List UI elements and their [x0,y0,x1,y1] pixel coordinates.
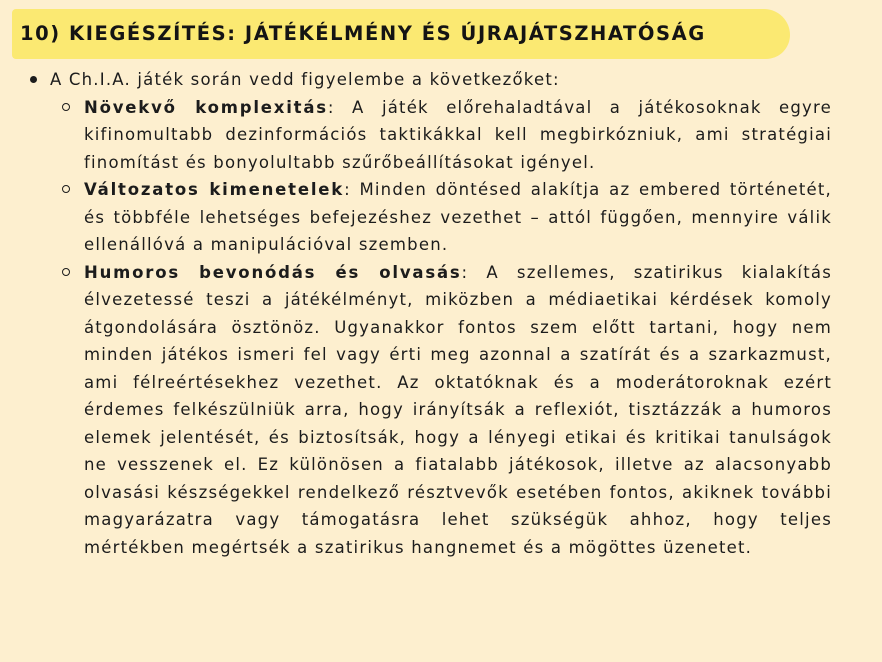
bullet-circle-icon [62,185,70,193]
list-item-humor [50,259,832,562]
item-term: Növekvő komplexitás [84,97,328,117]
section-heading [12,9,790,59]
item-text: : A szellemes, szatirikus kialakítás élvezetessé teszi a játékélményt, miközben a médiaetikai kérdések komoly átgondolására ösztönöz. Ugyanakkor fontos szem előtt tartani, hogy nem minden játékos ismeri fel vagy érti meg azonnal a szatírát és a szarkazmust, ami félreértésekhez vezethet. Az oktatóknak és a moderátoroknak ezért érdemes felkészülniük arra, hogy irányítsák a reflexiót, tisztázzák a humoros elemek jelentését, és biztosítsák, hogy a lényegi etikai és kritikai tanulságok ne vesszenek el. Ez különösen a fiatalabb játékosok, illetve az alacsonyabb olvasási készségekkel rendelkező résztvevők esetében fontos, akiknek további magyarázatra vagy támogatásra lehet szükségük ahhoz, hogy teljes mértékben megértsék a szatirikus hangnemet és a mögöttes üzenetet. [84,262,832,557]
main-content [26,66,832,561]
intro-text: A Ch.I.A. játék során vedd figyelembe a következőket: [50,70,560,89]
list-item-complexity [50,94,832,177]
bullet-circle-icon [62,103,70,111]
bullet-circle-icon [62,268,70,276]
heading-title: 10) KIEGÉSZÍTÉS: JÁTÉKÉLMÉNY ÉS ÚJRAJÁTSZHATÓSÁG [20,22,706,45]
list-item-intro [26,66,832,561]
item-text: : Minden döntésed alakítja az embered történetét, és többféle lehetséges befejezéshez vezethet – attól függően, mennyire válik ellenállóvá a manipulációval szemben. [84,180,833,254]
bullet-disc-icon [30,76,37,83]
item-term: Változatos kimenetelek [84,180,345,199]
item-term: Humoros bevonódás és olvasás [84,262,462,282]
sub-bullet-list [50,94,832,562]
item-text: : A játék előrehaladtával a játékosoknak egyre kifinomultabb dezinformációs taktikákkal kell megbirkózniuk, ami stratégiai finomítást és bonyolultabb szűrőbeállításokat igényel. [84,97,832,172]
list-item-outcomes [50,176,832,259]
bullet-list [26,66,832,561]
